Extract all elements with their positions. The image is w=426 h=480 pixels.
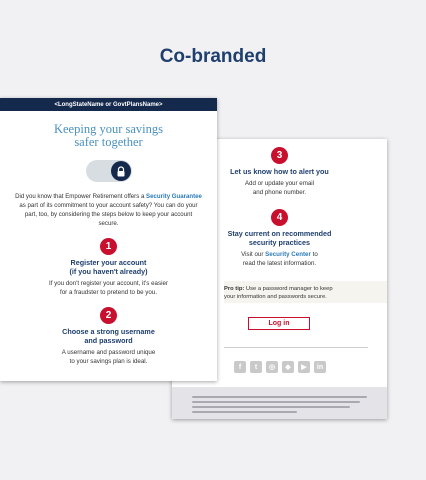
headline-line: safer together xyxy=(74,135,143,149)
intro-text-part: Did you know that Empower Retirement offers a xyxy=(15,193,145,200)
email-preview-front xyxy=(0,98,217,381)
step-number: 3 xyxy=(271,147,288,164)
social-icons xyxy=(234,361,326,373)
plan-name-header: <LongStateName or GovtPlansName> xyxy=(0,98,217,111)
pro-tip-text: Use a password manager to keep xyxy=(245,286,333,292)
pro-tip-label: Pro tip: xyxy=(224,286,245,292)
intro-text xyxy=(14,192,203,228)
legal-text-line xyxy=(192,401,360,403)
headline xyxy=(0,123,217,149)
intro-text-part: as part of its commitment to your account safety? You can do your part, too, by considering the steps below to keep your account secure. xyxy=(19,202,198,227)
legal-footer xyxy=(172,387,387,419)
linkedin-icon[interactable]: in xyxy=(314,361,326,373)
step-body: A username and password unique xyxy=(61,349,156,356)
login-button[interactable]: Log in xyxy=(248,317,310,330)
youtube-icon[interactable]: ▶ xyxy=(298,361,310,373)
step-body: to xyxy=(312,251,318,258)
step-body: to your savings plan is ideal. xyxy=(69,358,148,365)
step-title: Choose a strong username xyxy=(62,327,155,336)
step-body: If you don't register your account, it's easier xyxy=(49,280,168,287)
step-2 xyxy=(0,305,217,366)
step-number: 2 xyxy=(100,307,117,324)
pro-tip xyxy=(224,281,387,303)
lock-toggle xyxy=(86,160,132,182)
step-body: for a fraudster to pretend to be you. xyxy=(60,289,157,296)
step-number: 4 xyxy=(271,209,288,226)
step-body: Visit our xyxy=(241,251,264,258)
instagram-icon[interactable]: ◎ xyxy=(266,361,278,373)
step-body: Add or update your email xyxy=(244,180,315,187)
step-body: read the latest information. xyxy=(242,260,317,267)
step-title: Stay current on recommended xyxy=(227,229,332,238)
legal-text-line xyxy=(192,411,297,413)
page-title: Co-branded xyxy=(159,46,267,67)
step-title: Let us know how to alert you xyxy=(230,167,329,176)
step-title: and password xyxy=(84,336,133,345)
legal-text-line xyxy=(192,396,367,398)
pro-tip-text: your information and passwords secure. xyxy=(224,294,327,300)
divider xyxy=(224,347,368,348)
security-center-link[interactable]: Security Center xyxy=(265,251,311,258)
facebook-icon[interactable]: f xyxy=(234,361,246,373)
security-guarantee-link[interactable]: Security Guarantee xyxy=(146,193,202,200)
step-title: security practices xyxy=(248,238,311,247)
step-number: 1 xyxy=(100,238,117,255)
legal-text-line xyxy=(192,406,350,408)
twitter-icon[interactable]: t xyxy=(250,361,262,373)
headline-line: Keeping your savings xyxy=(53,122,163,136)
step-title: (if you haven't already) xyxy=(69,267,148,276)
lock-icon xyxy=(111,161,131,181)
step-title: Register your account xyxy=(70,258,147,267)
step-1 xyxy=(0,236,217,297)
snapchat-icon[interactable]: ◆ xyxy=(282,361,294,373)
step-body: and phone number. xyxy=(252,189,307,196)
